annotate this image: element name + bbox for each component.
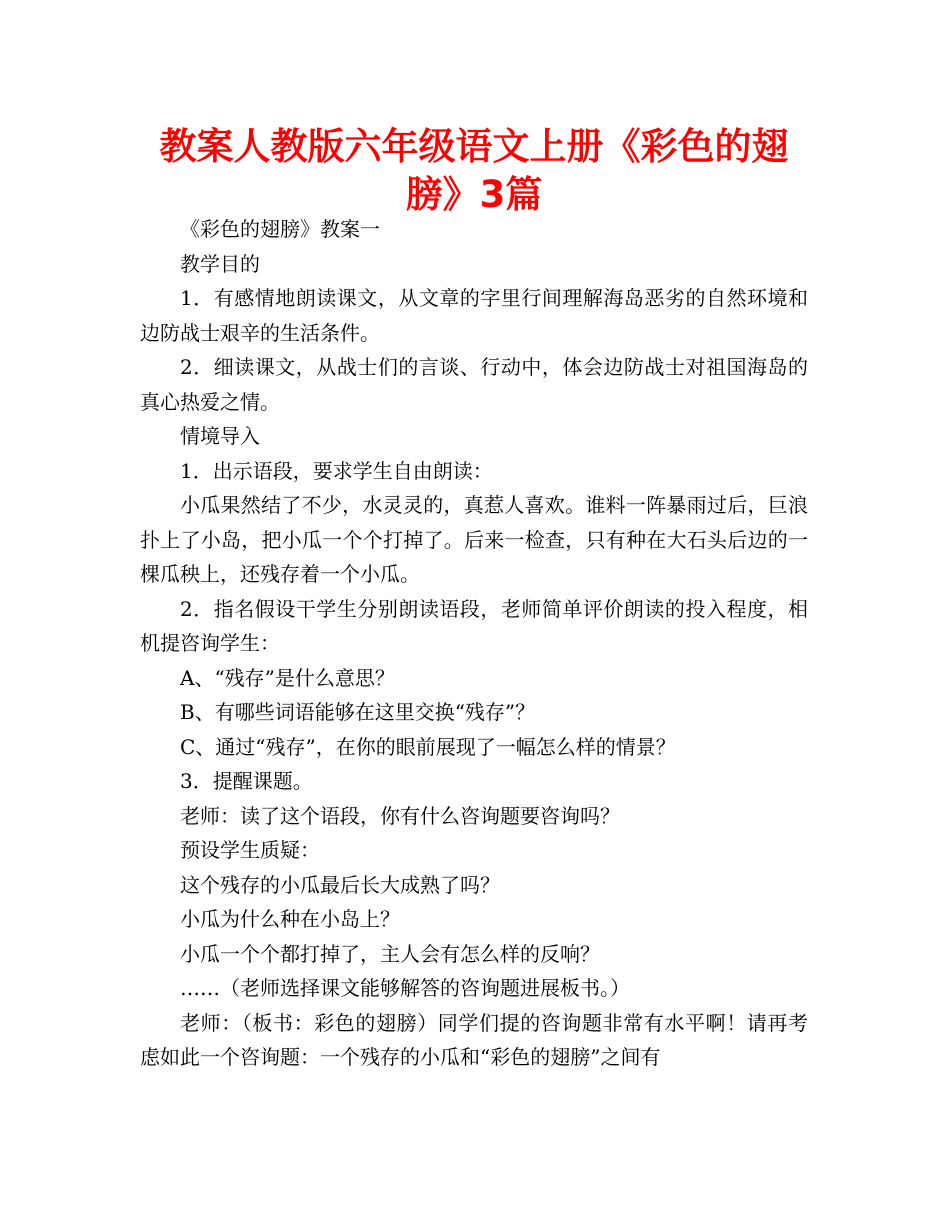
student-question: 小瓜一个个都打掉了，主人会有怎么样的反响？ [180,941,600,966]
question-item: B、有哪些词语能够在这里交换“残存”？ [180,700,536,724]
paragraph: ……（老师选择课文能够解答的咨询题进展板书。） [180,976,630,1000]
document-title-line-2: 膀》3篇 [405,173,543,216]
paragraph: 预设学生质疑： [180,838,320,862]
section-heading: 教学目的 [180,251,260,276]
paragraph: 1．有感情地朗读课文，从文章的字里行间理解海岛恶劣的自然环境和边防战士艰辛的生活条件。 [140,286,808,345]
student-question: 小瓜为什么种在小岛上？ [180,907,400,931]
question-item: C、通过“残存”，在你的眼前展现了一幅怎么样的情景？ [180,734,676,759]
paragraph: 2．细读课文，从战士们的言谈、行动中，体会边防战士对祖国海岛的真心热爱之情。 [140,355,808,414]
paragraph: 3．提醒课题。 [180,769,313,793]
paragraph: 老师：（板书：彩色的翅膀）同学们提的咨询题非常有水平啊！请再考虑如此一个咨询题：一个残存的小瓜和“彩色的翅膀”之间有 [140,1010,808,1069]
quoted-passage: 小瓜果然结了不少，水灵灵的，真惹人喜欢。谁料一阵暴雨过后，巨浪扑上了小岛，把小瓜一个个打掉了。后来一检查，只有种在大石头后边的一棵瓜秧上，还残存着一个小瓜。 [140,493,808,586]
student-question: 这个残存的小瓜最后长大成熟了吗？ [180,872,500,897]
question-item: A、“残存”是什么意思？ [180,665,395,690]
paragraph: 1．出示语段，要求学生自由朗读： [180,458,493,483]
paragraph: 老师：读了这个语段，你有什么咨询题要咨询吗？ [180,803,620,828]
document-body [140,212,808,1075]
section-heading: 《彩色的翅膀》教案一 [180,217,380,241]
section-heading: 情境导入 [180,424,260,448]
paragraph: 2．指名假设干学生分别朗读语段，老师简单评价朗读的投入程度，相机提咨询学生： [140,596,808,655]
document-title-line-1: 教案人教版六年级语文上册《彩色的翅 [159,125,789,168]
